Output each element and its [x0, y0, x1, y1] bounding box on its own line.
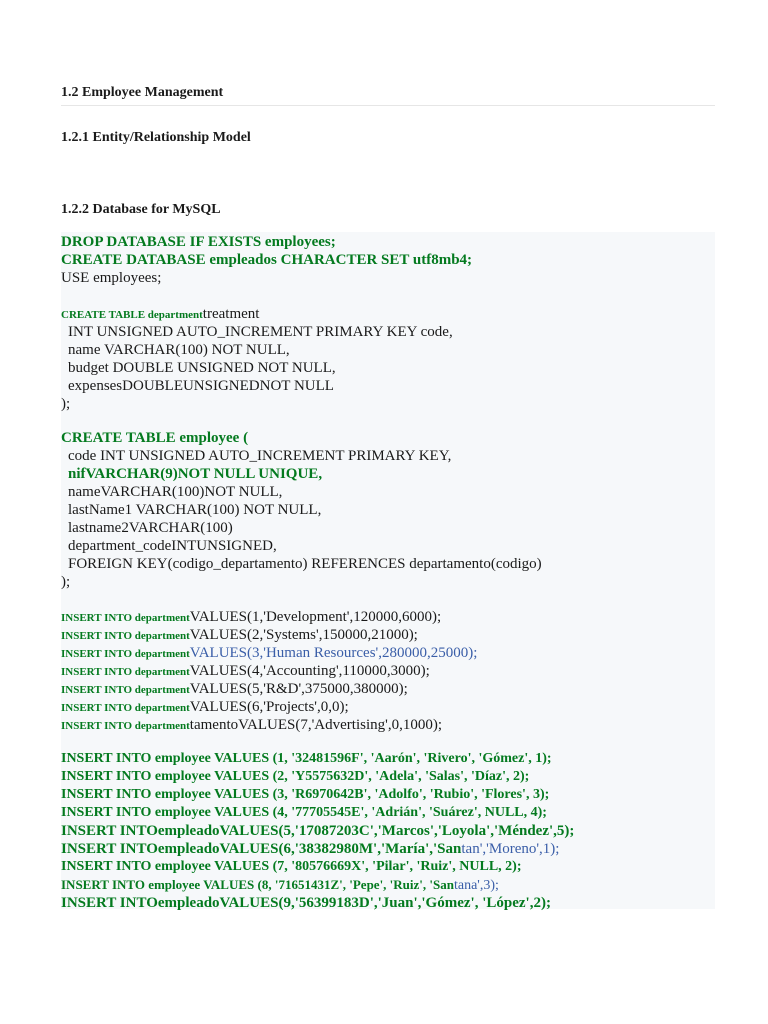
code-line-insert-department-4: [61, 662, 430, 680]
code-text: tana',3);: [453, 878, 499, 893]
code-line-insert-employee-8: [61, 876, 499, 894]
code-text: VALUES(1,'Development',120000,6000);: [189, 609, 442, 625]
code-keyword: INSERT INTO department: [61, 720, 190, 732]
code-line-insert-department-3: [61, 644, 477, 662]
code-line-insert-employee-6: [61, 840, 559, 858]
code-line-insert-employee-3: INSERT INTO employee VALUES (3, 'R6970642B', 'Adolfo', 'Rubio', 'Flores', 3);: [61, 787, 550, 802]
code-line-insert-employee-2: INSERT INTO employee VALUES (2, 'Y5575632D', 'Adela', 'Salas', 'Díaz', 2);: [61, 769, 530, 784]
code-text: VALUES(3,'Human Resources',280000,25000);: [189, 645, 478, 661]
code-line-insert-employee-4: INSERT INTO employee VALUES (4, '77705545E', 'Adrián', 'Suárez', NULL, 4);: [61, 805, 547, 820]
code-text: tamentoVALUES(7,'Advertising',0,1000);: [189, 717, 442, 733]
code-line-create-table-employee: CREATE TABLE employee (: [61, 430, 249, 446]
code-line-create-table-department: [61, 305, 259, 323]
code-line-insert-employee-7: INSERT INTO employee VALUES (7, '80576669X', 'Pilar', 'Ruiz', NULL, 2);: [61, 859, 522, 874]
code-line-drop-database: DROP DATABASE IF EXISTS employees;: [61, 234, 336, 250]
code-line-insert-employee-9: INSERT INTOempleadoVALUES(9,'56399183D','Juan','Gómez', 'López',2);: [61, 895, 551, 911]
code-keyword: INSERT INTOempleadoVALUES(6,'38382980M','María','San: [61, 841, 462, 857]
subsection-heading-mysql: 1.2.2 Database for MySQL: [61, 202, 221, 217]
code-line-emp-close: );: [61, 574, 71, 590]
code-line-emp-col-code: code INT UNSIGNED AUTO_INCREMENT PRIMARY KEY,: [68, 448, 452, 464]
code-line-dept-col-name: name VARCHAR(100) NOT NULL,: [68, 342, 290, 358]
code-text: treatment: [202, 306, 260, 322]
code-line-emp-col-nif: nifVARCHAR(9)NOT NULL UNIQUE,: [68, 466, 323, 482]
section-heading-employee-management: 1.2 Employee Management: [61, 85, 224, 100]
code-line-dept-col-expenses: expensesDOUBLEUNSIGNEDNOT NULL: [68, 378, 334, 394]
code-line-insert-department-2: [61, 626, 418, 644]
code-line-insert-department-1: [61, 608, 441, 626]
code-line-create-database: CREATE DATABASE empleados CHARACTER SET utf8mb4;: [61, 252, 473, 268]
code-keyword: INSERT INTO department: [61, 666, 190, 678]
code-line-dept-col-budget: budget DOUBLE UNSIGNED NOT NULL,: [68, 360, 336, 376]
code-keyword: INSERT INTO employee VALUES (8, '71651431Z', 'Pepe', 'Ruiz', 'San: [61, 877, 454, 892]
code-keyword: INSERT INTO department: [61, 702, 190, 714]
subsection-heading-er-model: 1.2.1 Entity/Relationship Model: [61, 130, 251, 145]
code-line-insert-employee-1: INSERT INTO employee VALUES (1, '32481596F', 'Aarón', 'Rivero', 'Gómez', 1);: [61, 751, 552, 766]
code-line-emp-col-lastname1: lastName1 VARCHAR(100) NOT NULL,: [68, 502, 322, 518]
code-keyword: INSERT INTO department: [61, 648, 190, 660]
code-text: tan','Moreno',1);: [461, 841, 560, 857]
code-line-insert-department-5: [61, 680, 408, 698]
code-line-insert-employee-5: INSERT INTOempleadoVALUES(5,'17087203C','Marcos','Loyola','Méndez',5);: [61, 823, 575, 839]
code-keyword: INSERT INTO department: [61, 630, 190, 642]
code-line-dept-col-code: INT UNSIGNED AUTO_INCREMENT PRIMARY KEY code,: [68, 324, 453, 340]
code-line-emp-col-lastname2: lastname2VARCHAR(100): [68, 520, 233, 536]
code-keyword: CREATE TABLE department: [61, 309, 203, 321]
code-text: VALUES(2,'Systems',150000,21000);: [189, 627, 418, 643]
code-line-dept-close: );: [61, 396, 71, 412]
code-text: VALUES(4,'Accounting',110000,3000);: [189, 663, 430, 679]
code-text: VALUES(6,'Projects',0,0);: [189, 699, 349, 715]
heading-divider: [61, 105, 715, 106]
code-line-emp-foreign-key: FOREIGN KEY(codigo_departamento) REFERENCES departamento(codigo): [68, 556, 542, 572]
code-line-insert-department-7: [61, 716, 442, 734]
code-line-emp-col-name: nameVARCHAR(100)NOT NULL,: [68, 484, 283, 500]
code-keyword: INSERT INTO department: [61, 612, 190, 624]
code-line-use: USE employees;: [61, 270, 162, 286]
code-keyword: INSERT INTO department: [61, 684, 190, 696]
code-line-emp-col-department-code: department_codeINTUNSIGNED,: [68, 538, 277, 554]
code-line-insert-department-6: [61, 698, 349, 716]
code-text: VALUES(5,'R&D',375000,380000);: [189, 681, 408, 697]
